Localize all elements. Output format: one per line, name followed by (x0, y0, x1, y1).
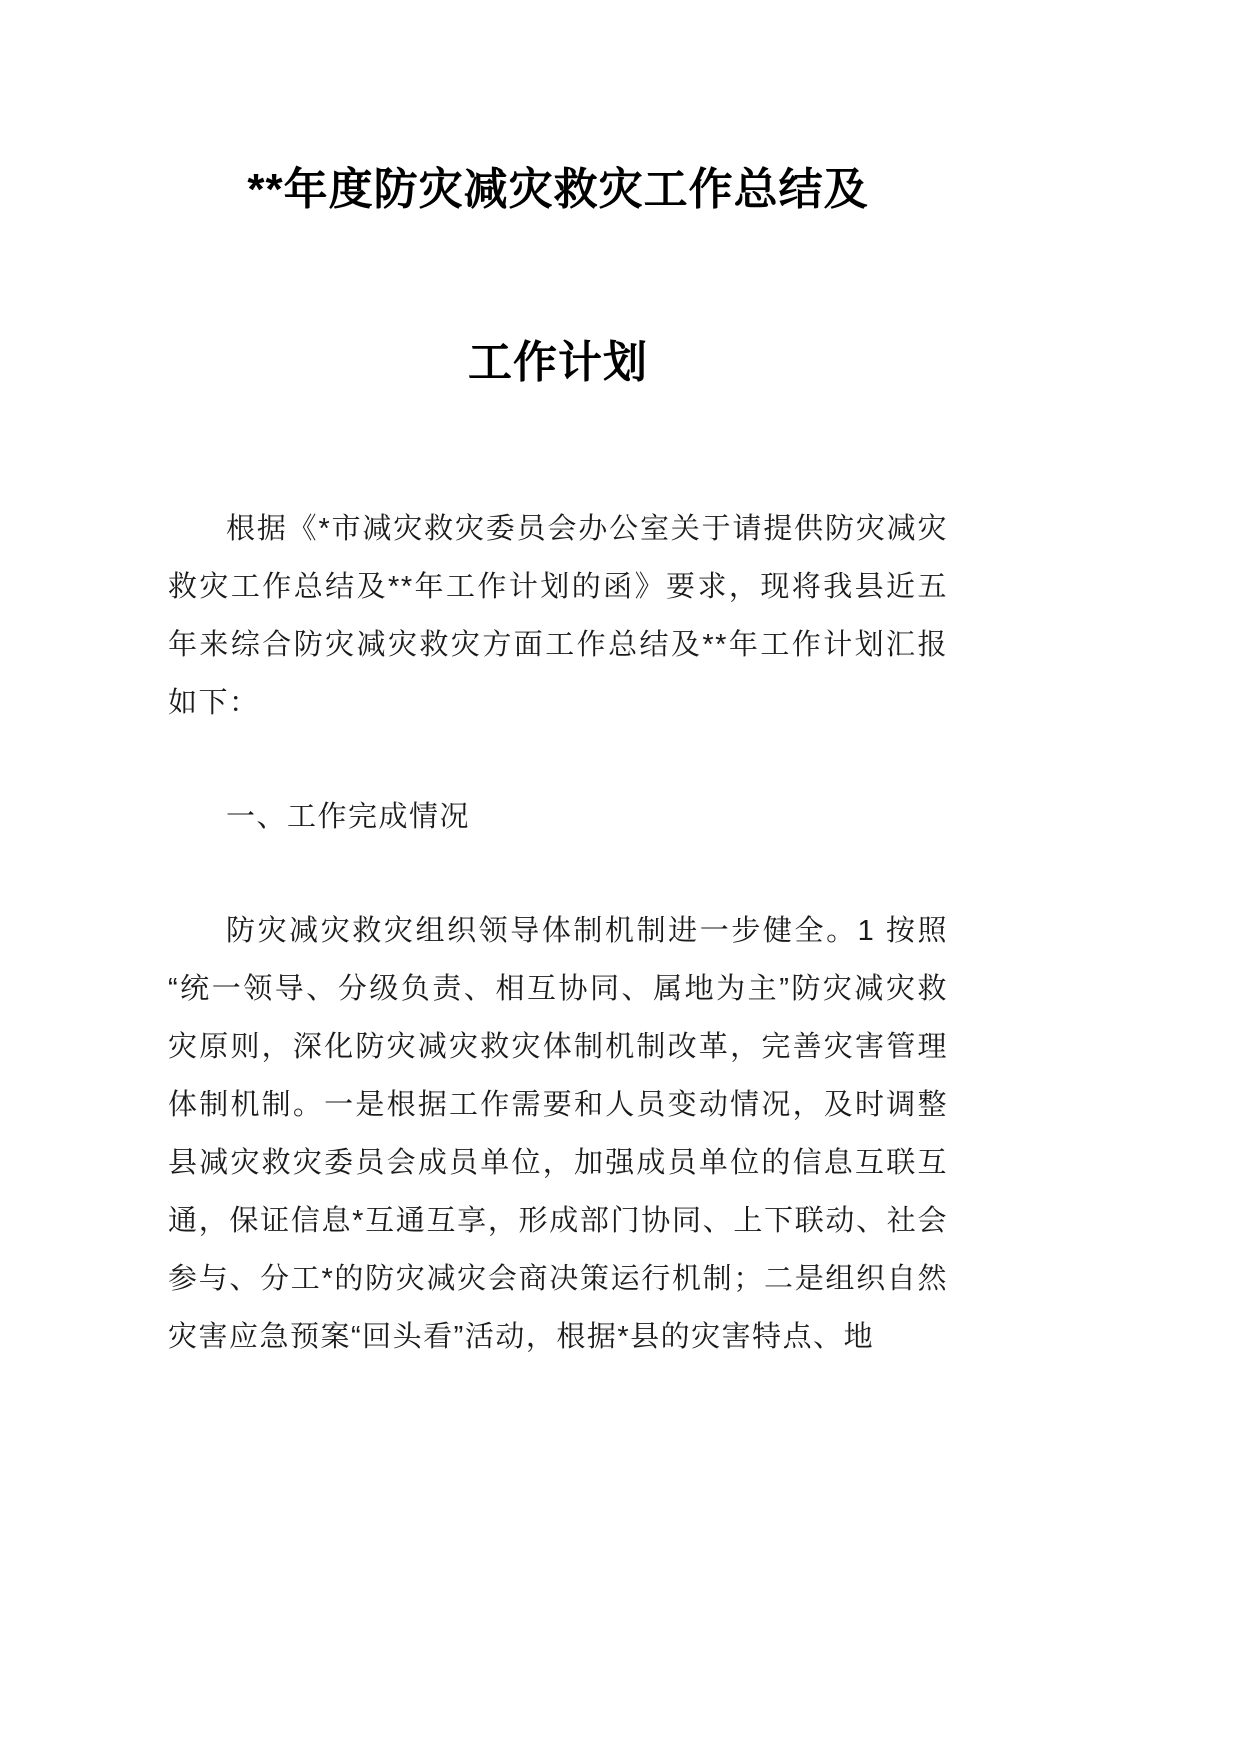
body-paragraph-1: 防灾减灾救灾组织领导体制机制进一步健全。1 按照“统一领导、分级负责、相互协同、属地为主”防灾减灾救灾原则，深化防灾减灾救灾体制机制改革，完善灾害管理体制机制。一是根据工作需要和人员变动情况，及时调整县减灾救灾委员会成员单位，加强成员单位的信息互联互通，保证信息*互通互享，形成部门协同、上下联动、社会参与、分工*的防灾减灾会商决策运行机制；二是组织自然灾害应急预案“回头看”活动，根据*县的灾害特点、地 (168, 915, 948, 1353)
section-heading-work-completion: 一、工作完成情况 (226, 801, 471, 833)
document-title-line-1: **年度防灾减灾救灾工作总结及 (247, 165, 869, 214)
intro-paragraph: 根据《*市减灾救灾委员会办公室关于请提供防灾减灾救灾工作总结及**年工作计划的函》要求，现将我县近五年来综合防灾减灾救灾方面工作总结及**年工作计划汇报如下： (168, 513, 948, 719)
document-title-line-2: 工作计划 (468, 338, 648, 387)
